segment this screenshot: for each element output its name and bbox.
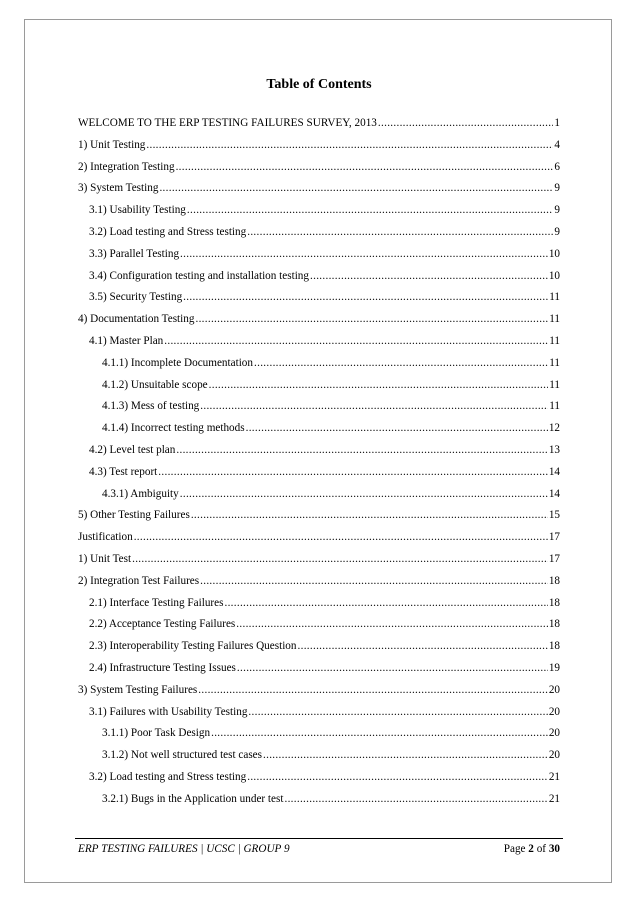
toc-entry-label: 2.1) Interface Testing Failures — [89, 596, 224, 609]
toc-entry-page-number: 17 — [548, 552, 560, 565]
toc-entry[interactable] — [78, 771, 560, 793]
toc-entry[interactable] — [78, 727, 560, 749]
toc-entry-label: 2) Integration Test Failures — [78, 574, 200, 587]
toc-entry-page-number: 11 — [549, 291, 560, 304]
toc-entry[interactable] — [78, 509, 560, 531]
toc-dot-leader — [164, 335, 548, 347]
toc-entry-label: 2.4) Infrastructure Testing Issues — [89, 661, 236, 674]
toc-entry-label: 5) Other Testing Failures — [78, 509, 190, 522]
toc-entry-label: 4.3) Test report — [89, 465, 158, 478]
toc-dot-leader — [180, 248, 548, 260]
toc-entry-page-number: 9 — [554, 225, 560, 238]
toc-entry-page-number: 6 — [554, 160, 560, 173]
toc-entry-page-number: 12 — [548, 422, 560, 435]
toc-entry-page-number: 14 — [548, 487, 560, 500]
toc-entry[interactable] — [78, 488, 560, 510]
toc-entry-label: 3.2) Load testing and Stress testing — [89, 770, 247, 783]
toc-title: Table of Contents — [266, 77, 372, 92]
toc-entry[interactable] — [78, 248, 560, 270]
toc-entry-page-number: 11 — [549, 400, 560, 413]
toc-entry[interactable] — [78, 204, 560, 226]
toc-entry[interactable] — [78, 444, 560, 466]
toc-entry[interactable] — [78, 706, 560, 728]
toc-entry[interactable] — [78, 422, 560, 444]
toc-entry-page-number: 11 — [549, 356, 560, 369]
toc-entry[interactable] — [78, 618, 560, 640]
toc-entry[interactable] — [78, 597, 560, 619]
toc-entry[interactable] — [78, 379, 560, 401]
toc-entry-label: 4.1.3) Mess of testing — [102, 400, 200, 413]
toc-entry-page-number: 10 — [548, 247, 560, 260]
toc-dot-leader — [191, 509, 548, 521]
toc-entry[interactable] — [78, 400, 560, 422]
toc-entry-label: 3.1) Usability Testing — [89, 204, 186, 217]
footer-document-label: ERP TESTING FAILURES | UCSC | GROUP 9 — [78, 843, 290, 855]
toc-dot-leader — [248, 706, 547, 718]
toc-dot-leader — [236, 618, 548, 630]
toc-dot-leader — [247, 226, 553, 238]
toc-list — [78, 117, 560, 815]
toc-entry-page-number: 13 — [548, 443, 560, 456]
toc-entry-label: 3) System Testing Failures — [78, 683, 198, 696]
toc-entry-page-number: 9 — [554, 182, 560, 195]
toc-dot-leader — [180, 488, 548, 500]
toc-entry-page-number: 18 — [548, 574, 560, 587]
toc-entry-label: 3.2.1) Bugs in the Application under test — [102, 792, 284, 805]
toc-entry-page-number: 18 — [548, 618, 560, 631]
toc-entry-label: WELCOME TO THE ERP TESTING FAILURES SURVEY, 2013 — [78, 117, 377, 129]
toc-entry-label: 4) Documentation Testing — [78, 313, 195, 326]
toc-entry-label: 3) System Testing — [78, 182, 159, 195]
toc-entry-page-number: 20 — [548, 749, 560, 762]
toc-entry[interactable] — [78, 749, 560, 771]
toc-entry[interactable] — [78, 313, 560, 335]
toc-dot-leader — [200, 575, 548, 587]
toc-entry-label: 3.4) Configuration testing and installation testing — [89, 269, 309, 282]
toc-entry[interactable] — [78, 226, 560, 248]
toc-entry-page-number: 9 — [554, 204, 560, 217]
toc-dot-leader — [246, 422, 548, 434]
toc-dot-leader — [237, 662, 548, 674]
toc-dot-leader — [198, 684, 548, 696]
toc-entry-page-number: 18 — [548, 596, 560, 609]
toc-entry-page-number: 11 — [549, 378, 560, 391]
toc-entry-page-number: 10 — [548, 269, 560, 282]
footer-divider — [75, 838, 563, 839]
footer-current-page: 2 — [528, 843, 534, 855]
toc-dot-leader — [176, 161, 554, 173]
toc-entry-label: Justification — [78, 531, 133, 544]
toc-dot-leader — [254, 357, 548, 369]
toc-dot-leader — [159, 182, 553, 194]
toc-entry-page-number: 20 — [548, 683, 560, 696]
toc-dot-leader — [132, 553, 548, 565]
toc-entry-page-number: 19 — [548, 661, 560, 674]
toc-entry-label: 1) Unit Testing — [78, 138, 146, 151]
toc-entry-page-number: 1 — [554, 117, 560, 129]
toc-entry-label: 4.1.2) Unsuitable scope — [102, 378, 208, 391]
toc-entry-page-number: 20 — [548, 705, 560, 718]
toc-entry[interactable] — [78, 553, 560, 575]
toc-dot-leader — [224, 597, 547, 609]
toc-dot-leader — [284, 793, 547, 805]
toc-dot-leader — [263, 749, 548, 761]
toc-dot-leader — [134, 531, 548, 543]
toc-entry-page-number: 18 — [548, 640, 560, 653]
toc-entry-label: 2.2) Acceptance Testing Failures — [89, 618, 236, 631]
footer-of-word: of — [536, 843, 547, 855]
footer-page-word: Page — [503, 843, 526, 855]
toc-entry[interactable] — [78, 640, 560, 662]
toc-entry-label: 3.1.1) Poor Task Design — [102, 727, 211, 740]
toc-entry-label: 2.3) Interoperability Testing Failures Question — [89, 640, 297, 653]
toc-entry[interactable] — [78, 291, 560, 313]
toc-dot-leader — [209, 379, 549, 391]
toc-entry-label: 3.2) Load testing and Stress testing — [89, 225, 247, 238]
toc-entry-label: 4.1) Master Plan — [89, 334, 164, 347]
toc-entry-label: 3.1) Failures with Usability Testing — [89, 705, 248, 718]
toc-entry-page-number: 21 — [548, 770, 560, 783]
toc-entry[interactable] — [78, 161, 560, 183]
toc-entry-label: 3.3) Parallel Testing — [89, 247, 180, 260]
toc-dot-leader — [183, 291, 548, 303]
toc-entry-label: 3.1.2) Not well structured test cases — [102, 749, 263, 762]
toc-entry-label: 4.1.4) Incorrect testing methods — [102, 422, 245, 435]
toc-dot-leader — [310, 270, 548, 282]
toc-entry[interactable] — [78, 662, 560, 684]
toc-entry-page-number: 11 — [549, 334, 560, 347]
toc-entry[interactable] — [78, 531, 560, 553]
toc-dot-leader — [176, 444, 547, 456]
footer-page-number — [504, 843, 560, 855]
toc-dot-leader — [298, 640, 548, 652]
toc-dot-leader — [247, 771, 548, 783]
toc-dot-leader — [158, 466, 548, 478]
toc-entry-label: 4.2) Level test plan — [89, 443, 176, 456]
toc-entry-page-number: 14 — [548, 465, 560, 478]
toc-entry[interactable] — [78, 793, 560, 815]
toc-dot-leader — [195, 313, 548, 325]
toc-entry[interactable] — [78, 117, 560, 139]
toc-entry[interactable] — [78, 466, 560, 488]
toc-entry-label: 3.5) Security Testing — [89, 291, 183, 304]
footer-total-pages: 30 — [548, 843, 560, 855]
toc-entry-page-number: 4 — [554, 138, 560, 151]
toc-dot-leader — [187, 204, 554, 216]
toc-dot-leader — [146, 139, 553, 151]
toc-dot-leader — [378, 117, 554, 129]
toc-entry-label: 1) Unit Test — [78, 552, 132, 565]
toc-entry[interactable] — [78, 575, 560, 597]
toc-entry[interactable] — [78, 139, 560, 161]
toc-entry-page-number: 11 — [549, 313, 560, 326]
toc-entry-page-number: 20 — [548, 727, 560, 740]
toc-dot-leader — [211, 727, 548, 739]
toc-entry-page-number: 21 — [548, 792, 560, 805]
toc-dot-leader — [200, 400, 548, 412]
toc-entry[interactable] — [78, 684, 560, 706]
toc-entry[interactable] — [78, 357, 560, 379]
toc-entry-label: 4.3.1) Ambiguity — [102, 487, 179, 500]
toc-entry[interactable] — [78, 270, 560, 292]
toc-entry-label: 4.1.1) Incomplete Documentation — [102, 356, 253, 369]
toc-entry-label: 2) Integration Testing — [78, 160, 175, 173]
toc-entry-page-number: 17 — [548, 531, 560, 544]
toc-entry[interactable] — [78, 182, 560, 204]
toc-entry-page-number: 15 — [548, 509, 560, 522]
toc-entry[interactable] — [78, 335, 560, 357]
